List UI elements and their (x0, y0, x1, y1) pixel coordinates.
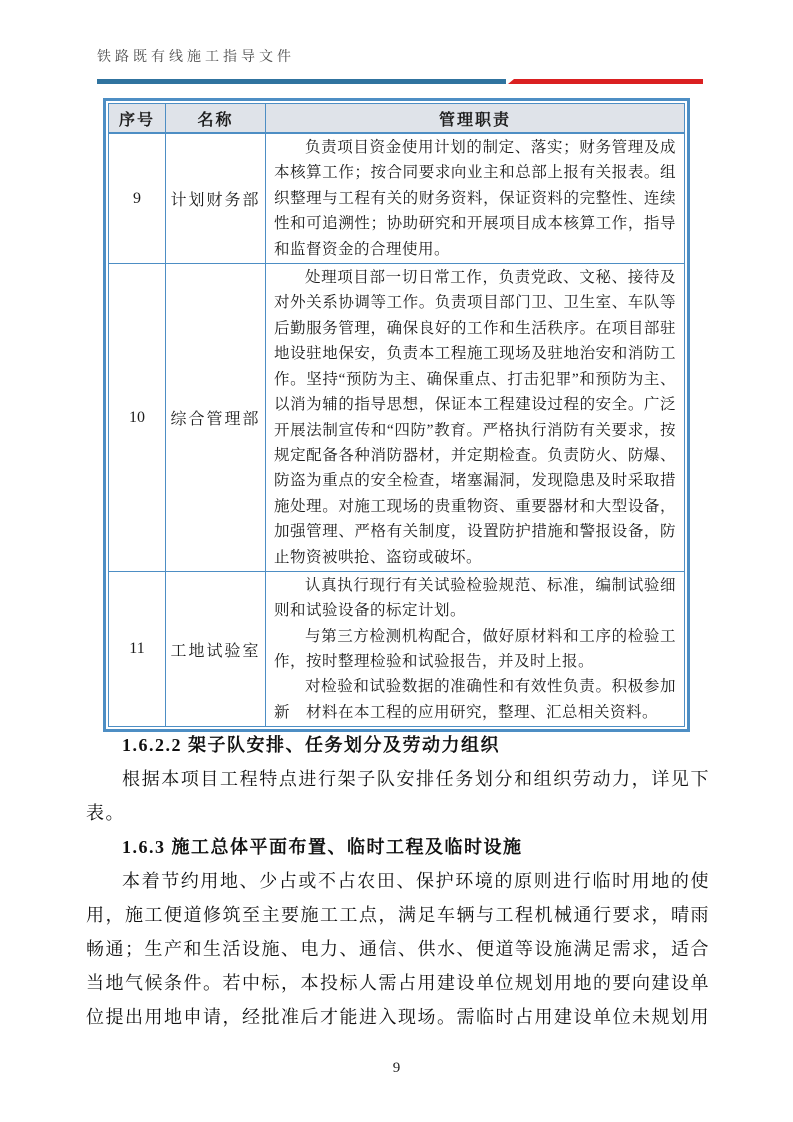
header-rule-blue-segment (97, 79, 506, 84)
column-header-no: 序号 (109, 104, 166, 134)
duty-paragraph: 负责项目资金使用计划的制定、落实；财务管理及成本核算工作；按合同要求向业主和总部上报有关报表。组织整理与工程有关的财务资料，保证资料的完整性、连续性和可追溯性；协助研究和开展项目成本核算工作，指导和监督资金的合理使用。 (274, 138, 676, 258)
duty-paragraph: 与第三方检测机构配合，做好原材料和工序的检验工作，按时整理检验和试验报告，并及时上报。 (274, 627, 676, 670)
page-number: 9 (392, 1060, 401, 1076)
body-content (86, 728, 710, 1034)
row-number-cell: 10 (109, 264, 166, 572)
department-name-cell: 工地试验室 (166, 572, 266, 727)
row-number-cell: 11 (109, 572, 166, 727)
department-name-cell: 综合管理部 (166, 264, 266, 572)
duties-cell (266, 133, 685, 264)
duty-paragraph: 对检验和试验数据的准确性和有效性负责。积极参加新 材料在本工程的应用研究，整理、汇总相关资料。 (274, 678, 676, 721)
section-paragraph-1622: 根据本项目工程特点进行架子队安排任务划分和组织劳动力，详见下表。 (86, 769, 710, 823)
table-row (109, 572, 685, 727)
duty-paragraph: 认真执行现行有关试验检验规范、标准，编制试验细则和试验设备的标定计划。 (274, 576, 676, 620)
header-rule (97, 79, 703, 84)
table-header-row (109, 104, 685, 134)
column-header-duties: 管理职责 (266, 104, 685, 134)
table-row (109, 133, 685, 264)
section-heading-1622: 1.6.2.2 架子队安排、任务划分及劳动力组织 (122, 735, 500, 755)
responsibility-table (108, 103, 685, 727)
duties-cell (266, 264, 685, 572)
row-number-cell: 9 (109, 133, 166, 264)
table-row (109, 264, 685, 572)
department-name-cell: 计划财务部 (166, 133, 266, 264)
section-paragraph-163: 本着节约用地、少占或不占农田、保护环境的原则进行临时用地的使用，施工便道修筑至主要施工工点，满足车辆与工程机械通行要求，晴雨畅通；生产和生活设施、电力、通信、供水、便道等设施满足需求，适合当地气候条件。若中标，本投标人需占用建设单位规划用地的要向建设单位提出用地申请，经批准后才能进入现场。需临时占用建设单位未规划用 (86, 871, 710, 1027)
document-header-title: 铁路既有线施工指导文件 (97, 50, 295, 65)
duties-cell (266, 572, 685, 727)
header-rule-red-segment (508, 79, 703, 84)
duty-paragraph: 处理项目部一切日常工作，负责党政、文秘、接待及对外关系协调等工作。负责项目部门卫、卫生室、车队等后勤服务管理，确保良好的工作和生活秩序。在项目部驻地设驻地保安，负责本工程施工现场及驻地治安和消防工作。坚持“预防为主、确保重点、打击犯罪”和预防为主、以消为辅的指导思想，保证本工程建设过程的安全。广泛开展法制宣传和“四防”教育。严格执行消防有关要求，按规定配备各种消防器材，并定期检查。负责防火、防爆、防盗为重点的安全检查，堵塞漏洞，发现隐患及时采取措施处理。对施工现场的贵重物资、重要器材和大型设备，加强管理、严格有关制度，设置防护措施和警报设备，防止物资被哄抢、盗窃或破坏。 (274, 269, 676, 566)
section-heading-163: 1.6.3 施工总体平面布置、临时工程及临时设施 (122, 837, 523, 857)
column-header-name: 名称 (166, 104, 266, 134)
responsibility-table-frame (103, 98, 690, 732)
